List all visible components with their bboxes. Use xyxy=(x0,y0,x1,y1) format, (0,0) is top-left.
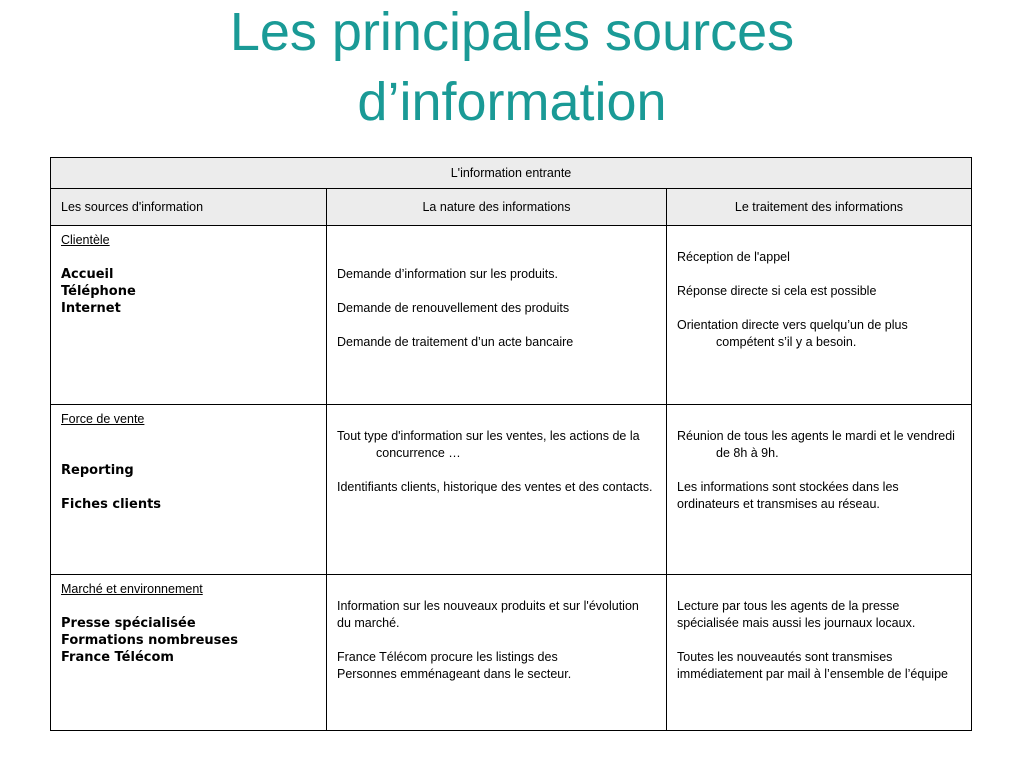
column-header-nature-text: La nature des informations xyxy=(422,200,571,214)
table-row-source xyxy=(61,581,321,666)
table-main-header-text: L'information entrante xyxy=(450,166,572,180)
table-row-traitement xyxy=(677,428,962,513)
nature-text: Information sur les nouveaux produits et sur l'évolution xyxy=(337,599,639,613)
table-row-source xyxy=(61,232,321,317)
source-label: Marché et environnement xyxy=(61,582,203,596)
nature-text: France Télécom procure les listings des xyxy=(337,650,558,664)
slide-title xyxy=(0,0,1024,140)
table-row-nature xyxy=(337,428,657,496)
table-row-source xyxy=(61,411,321,513)
slide-title-line2: d’information xyxy=(357,72,667,132)
nature-text: Demande d’information sur les produits. xyxy=(337,267,558,281)
column-header-sources xyxy=(51,189,326,225)
column-header-nature xyxy=(327,189,666,225)
traitement-text: spécialisée mais aussi les journaux locaux. xyxy=(677,616,916,630)
source-item: Fiches clients xyxy=(61,497,162,512)
table-row-traitement xyxy=(677,249,962,351)
source-item: Presse spécialisée xyxy=(61,616,196,631)
traitement-text: Les informations sont stockées dans les ordinateurs et transmises au réseau. xyxy=(677,480,899,511)
table-row-nature xyxy=(337,266,657,351)
table-rule xyxy=(666,188,667,730)
slide-title-line1: Les principales sources xyxy=(229,2,795,62)
table-rule xyxy=(51,225,971,226)
table-main-header xyxy=(51,158,971,188)
column-header-traitement-text: Le traitement des informations xyxy=(734,200,904,214)
column-header-sources-text: Les sources d'information xyxy=(61,200,204,214)
nature-text: Demande de renouvellement des produits xyxy=(337,301,570,315)
table-row-nature xyxy=(337,598,657,683)
traitement-text: immédiatement par mail à l’ensemble de l’équipe xyxy=(677,667,948,681)
source-item: Téléphone xyxy=(61,284,136,299)
table-row-traitement xyxy=(677,598,962,683)
traitement-text: Réception de l'appel xyxy=(677,250,790,264)
traitement-text: Lecture par tous les agents de la presse xyxy=(677,599,900,613)
table-rule xyxy=(51,404,971,405)
traitement-text: Réponse directe si cela est possible xyxy=(677,284,877,298)
source-item: Internet xyxy=(61,301,121,316)
table-rule xyxy=(326,188,327,730)
nature-text: Tout type d'information sur les ventes, les actions de la concurrence … xyxy=(337,429,640,460)
traitement-text: Orientation directe vers quelqu’un de plus compétent s’il y a besoin. xyxy=(677,318,908,349)
table-rule xyxy=(51,574,971,575)
information-table xyxy=(50,157,972,731)
source-label: Force de vente xyxy=(61,412,145,426)
nature-text: Identifiants clients, historique des ventes et des contacts. xyxy=(337,480,653,494)
source-item: France Télécom xyxy=(61,650,174,665)
traitement-text: Réunion de tous les agents le mardi et le vendredi de 8h à 9h. xyxy=(677,429,955,460)
source-item: Accueil xyxy=(61,267,114,282)
nature-text: Demande de traitement d’un acte bancaire xyxy=(337,335,574,349)
source-label: Clientèle xyxy=(61,233,110,247)
nature-text: Personnes emménageant dans le secteur. xyxy=(337,667,572,681)
traitement-text: Toutes les nouveautés sont transmises xyxy=(677,650,893,664)
source-item: Reporting xyxy=(61,463,134,478)
column-header-traitement xyxy=(667,189,971,225)
source-item: Formations nombreuses xyxy=(61,633,238,648)
nature-text: du marché. xyxy=(337,616,400,630)
